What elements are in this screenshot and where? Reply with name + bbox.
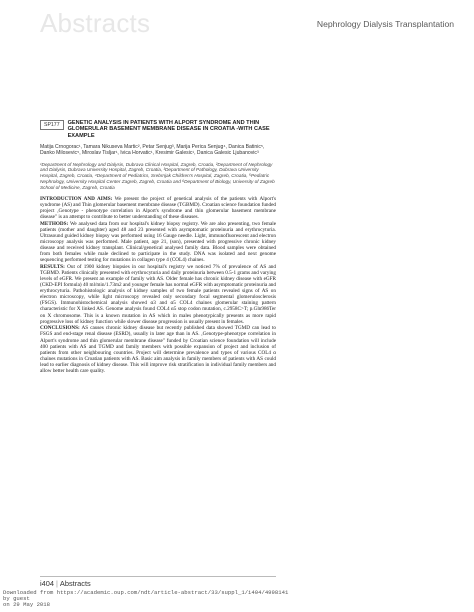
footer-separator: | [55,579,58,588]
download-note: Downloaded from https://academic.oup.com/ndt/article-abstract/33/suppl_1/i404/4998141 by guest on 29 May 2018 [3,589,289,609]
section-label: INTRODUCTION AND AIMS: [40,195,113,202]
section-label: METHODS: [40,220,69,227]
page-header [0,0,474,46]
section-text: We analysed data from our hospital's kidney biopsy registry. We are also presenting, two female patients (mother and daughter) aged 48 and 23 presented with asymptomatic proteinuria and erythrocyturia. Ultrasound guided kidney biopsy was performed using 16 Gauge needle. Light, immunofluorescent and electron microscopy analysis was performed. Male patient, age 21, (son), presented with progressive chronic kidney disease and received kidney transplant. Clinical/genetical analysed family data. Blood samples were obtained from both females while male declined to participate in the study. DNA was isolated and next genome sequencing performed testing for mutations in collagen type 4 (COL4) chaines. [40,220,276,264]
section-title: Abstracts [40,8,151,38]
section-text: We present the project of genetical analysis of the patients with Alport's syndrome (AS) and Thin glomerular basement membrane disease (TGBMD). Croatian science foundation funded project ,Genotype - phenotype correlation in Alport's syndrome and thin glomerular basement membrane disease" is an attempt to contribute to better understanding of these diseases. [40,195,277,220]
section-methods [40,221,276,264]
abstract [40,120,276,375]
section-text: Out of 1900 kidney biopsies in our hospital's registry we noticed 7% of prevalence of AS and TGBMD. Patients clinically presented with erythrocyturia and daily proteinuria between 0.5-1 grams and varying levels of eGFR. We present an example of family with AS. Older female has chronic kidney disease with eGFR (CKD-EPI formula) 40 ml/min/1.73m2 and younger female has normal eGFR with asymptomatic proteinuria and erythrocyturia. Pathohistologic analysis of kidney samples of two female patients revealed signs of AS on electron microscopy, while light microscopy revealed only secondary focal segmental glomerulosclerosis (FSGS). Immunohistochemical analysis showed α3 and α5 COL4 chaines glomerular staining pattern characteristic for X linked AS. Genome analysis found COL4 α5 stop codon mutation, c.2958C>T; p.Gln986Ter on X chromosome. This is a known mutation in AS which in males phenotypically presents as more rapid progressive loss of kidney function while slower disease progression is usually present in females. [40,263,276,325]
section-conclusions [40,325,276,374]
page-footer [40,579,91,588]
section-label: RESULTS: [40,263,65,270]
section-text: AS causes chronic kidney disease but recently published data showed TGMD can lead to FSGS and end-stage renal disease (ESRD), usually in later age than in AS. ,Genotype-phenotype correlation in Alport's syndrome and thin glomerular membrane disease" funded by Croatian science foundation will include 400 patients with AS and TGMD and family members with possible expansion of project and inclusion of patients from other neighbouring countries. Project will determine prevalence and types of various COL4 α chaines mutations in Croatian patients with AS. Basic aim analysis in family members of patients with AS could lead to earlier diagnosis of kidney disease. This will improve risk stratification in individual family members and allow better health care quality. [40,325,276,375]
footer-section: Abstracts [59,579,91,588]
section-label: CONCLUSIONS: [40,325,80,332]
section-introduction [40,196,276,220]
journal-name: Nephrology Dialysis Transplantation [316,19,454,29]
abstract-heading [40,120,276,139]
section-results [40,264,276,325]
abstract-body [40,196,276,375]
author-list: Matija Crnogorac¹, Tamara Nikuseva Martic², Petar Senjug³, Marija Perica Senjug⁴, Danica Batinic⁵, Danko Milosevic⁵, Miroslav Tisljar¹, Ivica Horvatic¹, Kresimir Galesic¹, Danica Galesic Ljubanovic³ [40,144,265,157]
affiliation-list: ¹Department of Nephrology and Dialysis, Dubrava Clinical Hospital, Zagreb, Croatia, ²Department of Nephrology and Dialysis, Dubrava University Hospital, Zagreb, Croatia, ³Department of Pathology, Dubrava University Hospital, Zagreb, Croatia, ⁴Department of Pediatrics, Srebrnjak Children's Hospital, Zagreb, Croatia, ⁵Pediatric Nephrology, University Hospital Center Zagreb, Zagreb, Croatia and ⁶Department of Biology, University of Zagreb School of Medicine, Zagreb, Croatia [40,161,275,190]
abstract-title: GENETIC ANALYSIS IN PATIENTS WITH ALPORT SYNDROME AND THIN GLOMERULAR BASEMENT MEMBRANE DISEASE IN CROATIA -WITH CASE EXAMPLE [67,120,270,139]
footer-divider [40,576,276,577]
abstract-id-badge: SP177 [40,120,64,130]
page-number: i404 [40,579,54,588]
